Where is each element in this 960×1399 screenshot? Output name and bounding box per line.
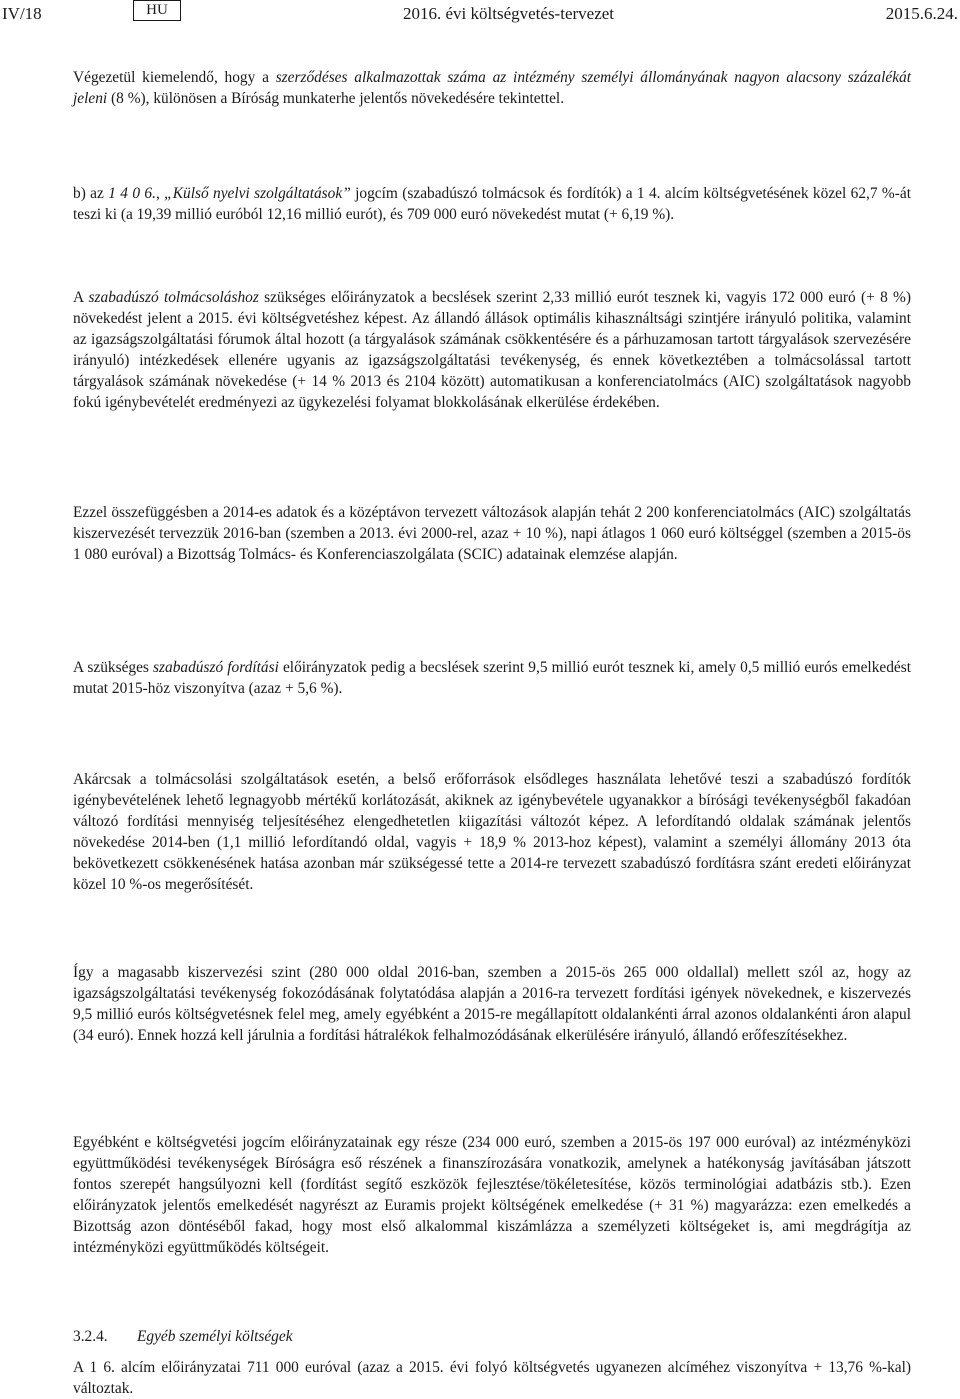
paragraph-5-text-a: A szükséges [73, 659, 154, 676]
paragraph-4: Ezzel összefüggésben a 2014-es adatok és a középtávon tervezett változások alapján tehát 2 200 konferenciatolmács (AIC) szolgáltatás kiszervezését tervezzük 2016-ban (szemben a 2013. évi 2000-rel, azaz + 10 %), napi átlagos 1 060 euró költséggel (szemben a 2015-ös 1 080 euróval) a Bizottság Tolmács- és Konferenciaszolgálata (SCIC) adatainak elemzése alapján. [73, 504, 911, 563]
paragraph-1-text-b: (8 %), különösen a Bíróság munkaterhe jelentős növekedésére tekintettel. [107, 90, 565, 107]
page-number: IV/18 [2, 4, 42, 23]
paragraph-6: Akárcsak a tolmácsolási szolgáltatások esetén, a belső erőforrások elsődleges használata lehetővé teszi a szabadúszó fordítók igénybevételének lehető legnagyobb mértékű korlátozását, akiknek az igénybevétele ugyanakkor a bírósági tevékenységből fakadóan változó fordítási mennyiség teljesítéséhez elengedhetetlen kiigazítási változót képez. A lefordítandó oldalak számának jelentős növekedése 2014-ben (1,1 millió lefordítandó oldal, vagyis + 18,9 % 2013-hoz képest), valamint a személyi állomány 2013 óta bekövetkezett csökkenésének hatása azonban már szükségessé tette a 2014-re tervezett szabadúszó fordításra szánt eredeti előirányzat közel 10 %-os megerősítését. [73, 771, 911, 893]
paragraph-2-prefix: b) az [73, 185, 109, 202]
paragraph-8: Egyébként e költségvetési jogcím előirányzatainak egy része (234 000 euró, szemben a 2015-ös 197 000 euróval) az intézményközi együttműködési tevékenységek Bíróságra eső részének a finanszírozására vonatkozik, amelynek a hatékonyság javításában játszott fontos szerepét hangsúlyozni kell (fordítást segítő eszközök fejlesztése/tökéletesítése, közös terminológiai adatbázis stb.). Ezen előirányzatok jelentős emelkedését nagyrészt az Euramis projekt költségének emelkedése (+ 31 %) magyarázza: ezen emelkedés a Bizottság azon döntéséből fakad, hogy most első alkalommal kiszámlázza a személyzeti költségeket is, ami megdrágítja az intézményközi együttműködés költségeit. [73, 1134, 911, 1256]
paragraph-2-text: jogcím (szabadúszó tolmácsok és fordítók) a 1 4. alcím költségvetésének közel 62,7 %-át teszi ki (a 19,39 millió euróból 12,16 millió eurót), és 709 000 euró növekedést mutat (+ 6,19 %). [73, 185, 911, 223]
paragraph-3-italic: szabadúszó tolmácsoláshoz [88, 289, 259, 306]
paragraph-1-text-a: Végezetül kiemelendő, hogy a [73, 69, 276, 86]
paragraph-5-text-b: előirányzatok pedig a becslések szerint 9,5 millió eurót tesznek ki, amely 0,5 millió eurós emelkedést mutat 2015-höz viszonyítva (azaz + 5,6 %). [73, 659, 912, 697]
paragraph-1 [73, 67, 911, 109]
budget-item-code: 1 4 0 6. [108, 185, 156, 202]
budget-item-title: „Külső nyelvi szolgáltatások” [164, 185, 351, 202]
document-date: 2015.6.24. [885, 4, 958, 23]
section-heading [73, 1326, 911, 1347]
paragraph-3-text-a: A [73, 289, 89, 306]
paragraph-2 [73, 183, 911, 225]
paragraph-5 [73, 657, 911, 699]
document-title: 2016. évi költségvetés-tervezet [403, 4, 615, 23]
paragraph-5-italic: szabadúszó fordítási [153, 659, 279, 676]
paragraph-3 [73, 287, 911, 413]
paragraph-1-italic: szerződéses alkalmazottak száma az intézmény személyi állományának nagyon alacsony százalékát jeleni [73, 69, 912, 107]
language-code-box: HU [133, 0, 181, 21]
page-header [0, 0, 960, 30]
paragraph-7: Így a magasabb kiszervezési szint (280 000 oldal 2016-ban, szemben a 2015-ös 265 000 oldallal) mellett szól az, hogy az igazságszolgáltatási tevékenység fokozódásának folytatódása alapján a 2016-ra tervezett fordítási igények növekednek, e kiszervezés 9,5 millió eurós költségvetésnek felel meg, amely egyébként a 2015-re megállapított oldalankénti árral azonos oldalankénti áron alapul (34 euró). Ennek hozzá kell járulnia a fordítási hátralékok felhalmozódásának elkerülésére irányuló, állandó erőfeszítésekhez. [73, 964, 911, 1044]
paragraph-3-text-b: szükséges előirányzatok a becslések szerint 2,33 millió eurót tesznek ki, vagyis 172 000 euró (+ 8 %) növekedést jelent a 2015. évi költségvetéshez képest. Az állandó állások optimális kihasználtsági szintjére irányuló politika, valamint az igazságszolgáltatási fórumok által hozott (a tárgyalások számának csökkentésére és a párhuzamosan tartott tárgyalások szervezésére irányuló) intézkedések ellenére ugyanis az igazságszolgáltatási tevékenység, és ennek következtében a tolmácsolással tartott tárgyalások számának növekedése (+ 14 % 2013 és 2104 között) automatikusan a konferenciatolmács (AIC) szolgáltatások nagyobb fokú igénybevételét eredményezi az ügykezelési folyamat blokkolásának elkerülése érdekében. [73, 289, 911, 411]
section-title: Egyéb személyi költségek [137, 1328, 293, 1345]
section-number: 3.2.4. [73, 1328, 108, 1345]
paragraph-2-separator: , [155, 185, 165, 202]
paragraph-9: A 1 6. alcím előirányzatai 711 000 euróval (azaz a 2015. évi folyó költségvetés ugyanezen alcíméhez viszonyítva + 13,76 %-kal) változtak. [73, 1359, 911, 1397]
